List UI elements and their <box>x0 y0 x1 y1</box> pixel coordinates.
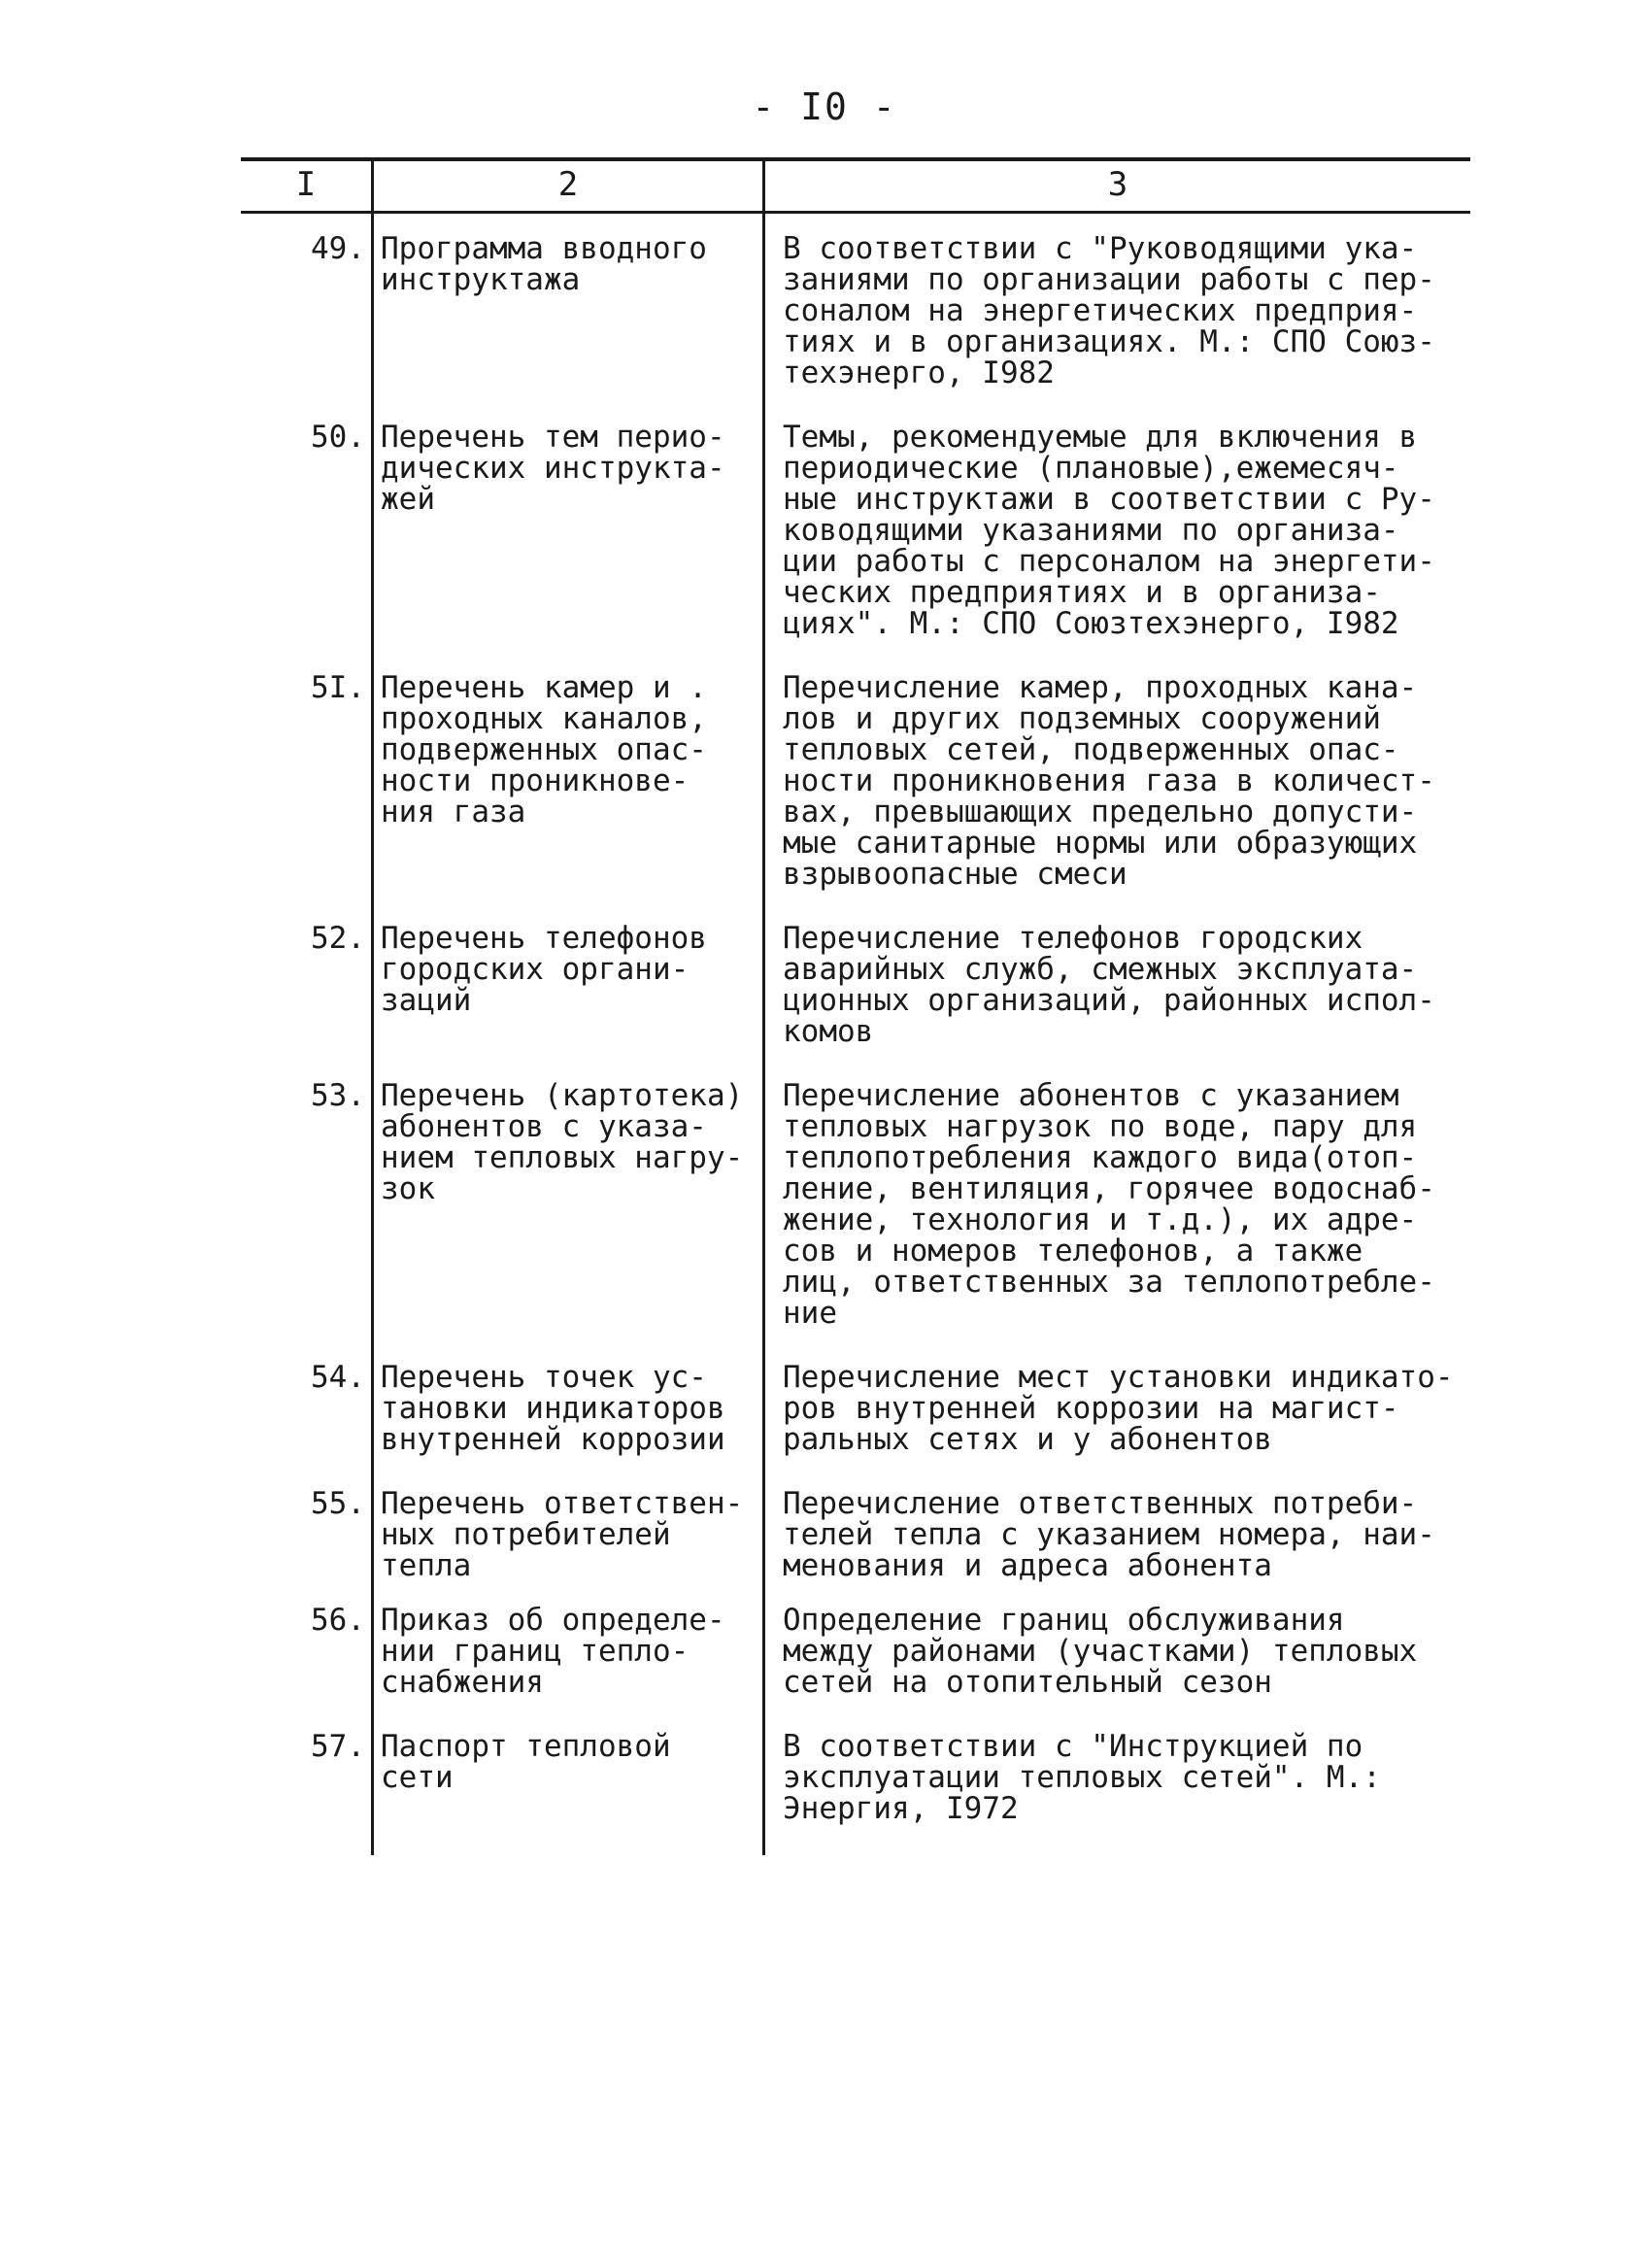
document-description: Перечисление телефонов городских аварийных служб, смежных эксплуата- ционных организаций, районных испол- комов <box>783 921 1435 1049</box>
row-number: 49. <box>311 231 365 266</box>
document-name: Программа вводного инструктажа <box>381 231 707 297</box>
table-header-rule <box>241 211 1470 214</box>
row-number: 54. <box>311 1360 365 1395</box>
table-top-rule <box>241 157 1470 161</box>
row-number: 57. <box>311 1729 365 1764</box>
column-divider-1 <box>371 157 374 1855</box>
document-description: Темы, рекомендуемые для включения в периодические (плановые),ежемесяч- ные инструктажи в соответствии с Ру- ководящими указаниями по организа- ции работы с персоналом на энергети- ческих предприятиях и в организа- циях". М.: СПО Союзтехэнерго, I982 <box>783 420 1435 641</box>
row-number: 50. <box>311 420 365 455</box>
document-name: Перечень точек ус- тановки индикаторов внутренней коррозии <box>381 1360 725 1457</box>
document-name: Перечень (картотека) абонентов с указа- нием тепловых нагру- зок <box>381 1078 744 1206</box>
document-description: Перечисление ответственных потреби- телей тепла с указанием номера, наи- менования и адреса абонента <box>783 1486 1435 1583</box>
document-name: Перечень тем перио- дических инструкта- жей <box>381 420 725 517</box>
document-name: Перечень камер и . проходных каналов, подверженных опас- ности проникнове- ния газа <box>381 670 707 829</box>
header-col-3: 3 <box>1107 165 1128 204</box>
page-number: - I0 - <box>752 85 897 128</box>
document-description: Перечисление камер, проходных кана- лов и других подземных сооружений тепловых сетей, подверженных опас- ности проникновения газа в количест- вах, превышающих предельно допусти- мые санитарные нормы или образующих взрывоопасные смеси <box>783 670 1435 892</box>
document-description: Определение границ обслуживания между районами (участками) тепловых сетей на отопительный сезон <box>783 1603 1418 1700</box>
row-number: 56. <box>311 1603 365 1638</box>
document-name: Паспорт тепловой сети <box>381 1729 671 1795</box>
row-number: 5I. <box>311 670 365 705</box>
header-col-2: 2 <box>557 165 579 204</box>
row-number: 55. <box>311 1486 365 1521</box>
row-number: 52. <box>311 921 365 956</box>
document-description: В соответствии с "Руководящими ука- заниями по организации работы с пер- соналом на энергетических предприя- тиях и в организациях. М.: СПО Союз- техэнерго, I982 <box>783 231 1435 390</box>
document-name: Перечень ответствен- ных потребителей тепла <box>381 1486 744 1583</box>
header-col-1: I <box>295 165 317 204</box>
document-description: В соответствии с "Инструкцией по эксплуатации тепловых сетей". М.: Энергия, I972 <box>783 1729 1381 1826</box>
document-description: Перечисление абонентов с указанием тепловых нагрузок по воде, пару для теплопотребления каждого вида(отоп- ление, вентиляция, горячее водоснаб- жение, технология и т.д.), их адре- сов и номеров телефонов, а также лиц, ответственных за теплопотребле- ние <box>783 1078 1435 1331</box>
row-number: 53. <box>311 1078 365 1113</box>
document-name: Перечень телефонов городских органи- заций <box>381 921 707 1018</box>
column-divider-2 <box>762 157 765 1855</box>
document-description: Перечисление мест установки индикато- ров внутренней коррозии на магист- ральных сетях и у абонентов <box>783 1360 1454 1457</box>
document-name: Приказ об определе- нии границ тепло- снабжения <box>381 1603 725 1700</box>
